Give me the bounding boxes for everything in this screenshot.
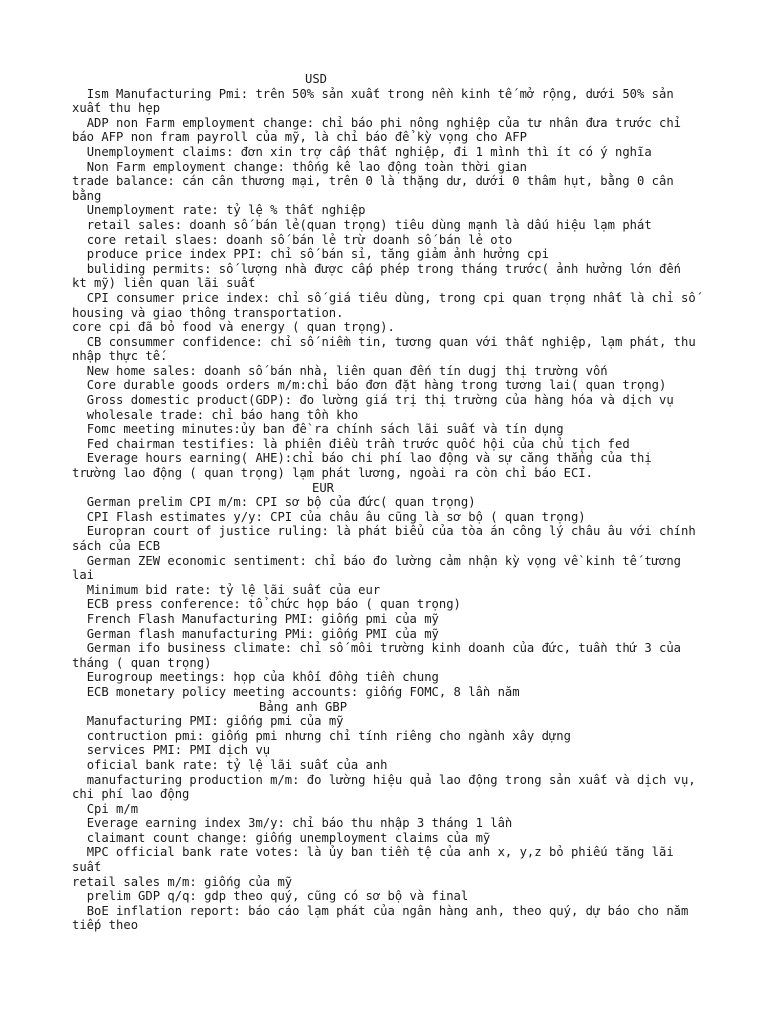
text-line: Everage earning index 3m/y: chỉ báo thu nhập 3 tháng 1 lần (72, 816, 513, 831)
text-line: CPI consumer price index: chỉ số giá tiêu dùng, trong cpi quan trọng nhất là chỉ số housing và giao thông transportation. (72, 290, 704, 320)
text-line: Fomc meeting minutes:ủy ban đề ra chính sách lãi suất và tín dụng (72, 422, 564, 437)
text-line: German ZEW economic sentiment: chỉ báo đo lường cảm nhận kỳ vọng về kinh tế tương lai (72, 553, 689, 583)
text-line: New home sales: doanh số bán nhà, liên quan đến tín dugj thị trường vốn (72, 363, 608, 378)
text-line: retail sales: doanh số bán lẻ(quan trọng) tiêu dùng mạnh là dấu hiệu lạm phát (72, 217, 652, 232)
section-heading-gbp: Bảng anh GBP (259, 699, 348, 714)
text-line: buliding permits: số lượng nhà được cấp phép trong tháng trước( ảnh hưởng lớn đến kt mỹ) liên quan lãi suất (72, 261, 689, 291)
text-line: BoE inflation report: báo cáo lạm phát của ngân hàng anh, theo quý, dự báo cho năm tiếp theo (72, 903, 696, 933)
text-line: Eurogroup meetings: họp của khối đồng tiền chung (72, 670, 439, 685)
text-line: prelim GDP q/q: gdp theo quý, cũng có sơ bộ và final (72, 889, 469, 904)
text-line: Minimum bid rate: tỷ lệ lãi suất của eur (72, 582, 381, 597)
text-line: oficial bank rate: tỷ lệ lãi suất của anh (72, 757, 388, 772)
text-line: French Flash Manufacturing PMI: giống pmi của mỹ (72, 611, 439, 626)
text-line: Fed chairman testifies: là phiên điều trần trước quốc hội của chủ tịch fed (72, 436, 630, 451)
eur-section (72, 495, 702, 699)
text-line: German ifo business climate: chỉ số môi trường kinh doanh của đức, tuần thứ 3 của tháng ( quan trọng) (72, 641, 689, 670)
section-heading-eur: EUR (312, 480, 335, 495)
text-line: Everage hours earning( AHE):chỉ báo chi phí lao động và sự căng thẳng của thị trường lao động ( quan trọng) lạm phát lương, ngoài ra còn chỉ báo ECI. (72, 451, 660, 481)
text-line: German prelim CPI m/m: CPI sơ bộ của đức( quan trọng) (72, 495, 476, 510)
text-line: Gross domestic product(GDP): đo lường giá trị thị trường của hàng hóa và dịch vụ (72, 393, 674, 408)
text-line: Ism Manufacturing Pmi: trên 50% sản xuất trong nền kinh tế mở rộng, dưới 50% sản xuất thu hẹp (72, 86, 682, 116)
text-line: MPC official bank rate votes: là ủy ban tiền tệ của anh x, y,z bỏ phiếu tăng lãi suất (72, 845, 682, 875)
text-line: services PMI: PMI dịch vụ (72, 743, 271, 758)
gbp-section (72, 714, 702, 933)
document-body (72, 72, 702, 933)
text-line: contruction pmi: giống pmi nhưng chỉ tính riêng cho ngành xây dựng (72, 728, 571, 743)
text-line: Cpi m/m (72, 801, 139, 816)
text-line: CB consummer confidence: chỉ số niềm tin, tương quan với thất nghiệp, lạm phát, thu nhập thực tế. (72, 334, 704, 364)
text-line: Non Farm employment change: thống kê lao động toàn thời gian (72, 159, 527, 174)
text-line: German flash manufacturing PMi: giống PMI của mỹ (72, 626, 439, 641)
text-line: wholesale trade: chỉ báo hang tồn kho (72, 407, 359, 422)
text-line: Core durable goods orders m/m:chỉ báo đơn đặt hàng trong tương lai( quan trọng) (72, 378, 667, 393)
text-line: Unemployment claims: đơn xin trợ cấp thất nghiệp, đi 1 mình thì ít có ý nghĩa (72, 144, 652, 159)
text-line: ECB monetary policy meeting accounts: giống FOMC, 8 lần năm (72, 684, 520, 699)
section-heading-usd: USD (305, 72, 328, 86)
text-line: ECB press conference: tổ chức họp báo ( quan trọng) (72, 597, 461, 612)
text-line: trade balance: cán cân thương mại, trên 0 là thặng dư, dưới 0 thâm hụt, bằng 0 cân bằng (72, 174, 682, 203)
text-line: CPI Flash estimates y/y: CPI của châu âu cũng là sơ bộ ( quan trọng) (72, 509, 586, 524)
usd-section (72, 87, 702, 481)
text-line: ADP non Farm employment change: chỉ báo phi nông nghiệp của tư nhân đưa trước chỉ báo AFP non fram payroll của mỹ, là chỉ báo để kỳ vọng cho AFP (72, 115, 689, 145)
text-line: Unemployment rate: tỷ lệ % thất nghiệp (72, 203, 366, 218)
text-line: Europran court of justice ruling: là phát biểu của tòa án công lý châu âu với chính sách của ECB (72, 524, 704, 553)
text-line: core cpi đã bỏ food và energy ( quan trọng). (72, 320, 395, 335)
text-line: produce price index PPI: chỉ số bán sỉ, tăng giảm ảnh hưởng cpi (72, 247, 549, 262)
text-line: core retail slaes: doanh số bán lẻ trừ doanh số bán lẻ oto (72, 232, 513, 247)
text-line: claimant count change: giống unemployment claims của mỹ (72, 830, 491, 845)
text-line: retail sales m/m: giống của mỹ (72, 874, 293, 889)
text-line: Manufacturing PMI: giống pmi của mỹ (72, 714, 344, 729)
text-line: manufacturing production m/m: đo lường hiệu quả lao động trong sản xuất và dịch vụ, chi phí lao động (72, 772, 704, 802)
